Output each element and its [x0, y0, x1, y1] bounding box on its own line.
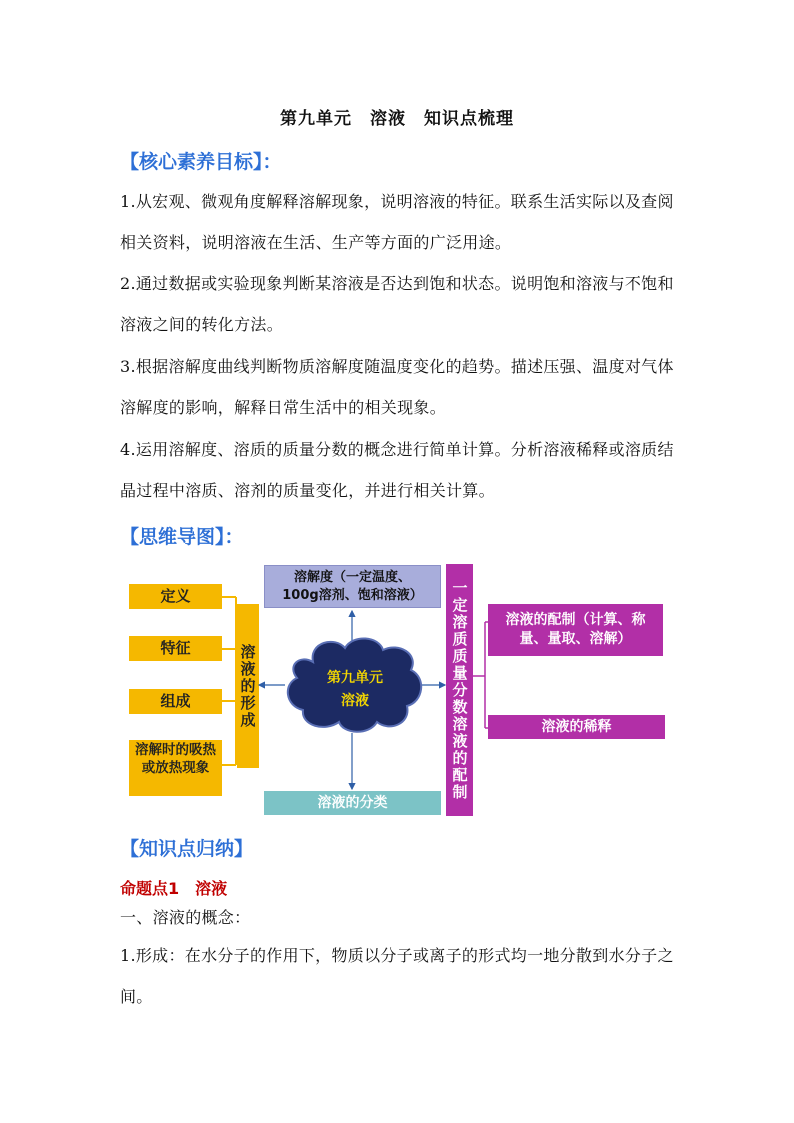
objective-4: 4.运用溶解度、溶质的质量分数的概念进行简单计算。分析溶液稀释或溶质结晶过程中溶质、溶剂的质量变化，并进行相关计算。	[120, 440, 674, 500]
mm-prep-line1: 溶液的配制（计算、称	[505, 612, 646, 628]
mm-prep-fixed-concentration: 一定溶质质量分数溶液的配制	[446, 564, 473, 816]
mm-item-heat: 溶解时的吸热或放热现象	[129, 740, 222, 796]
topic-1: 命题点1 溶液	[120, 879, 228, 898]
mm-item-definition: 定义	[129, 584, 222, 609]
objective-2: 2.通过数据或实验现象判断某溶液是否达到饱和状态。说明饱和溶液与不饱和溶液之间的转化方法。	[120, 274, 674, 334]
heading-core-goals: 【核心素养目标】：	[120, 151, 282, 173]
mm-solution-formation: 溶液的形成	[237, 604, 259, 768]
heading-knowledge: 【知识点归纳】	[120, 838, 254, 860]
section-1-title: 一、溶液的概念：	[120, 908, 251, 927]
mm-solubility-line2: 100g溶剂、饱和溶液）	[282, 588, 423, 603]
mm-prep-line2: 量、量取、溶解）	[519, 631, 632, 647]
heading-mindmap: 【思维导图】：	[120, 526, 244, 548]
point-1: 1.形成：在水分子的作用下，物质以分子或离子的形式均一地分散到水分子之间。	[120, 946, 674, 1006]
objective-3: 3.根据溶解度曲线判断物质溶解度随温度变化的趋势。描述压强、温度对气体溶解度的影响，解释日常生活中的相关现象。	[120, 357, 674, 417]
mm-solution-dilution: 溶液的稀释	[488, 715, 665, 739]
mm-solution-preparation	[488, 604, 663, 656]
mm-solubility	[264, 565, 441, 608]
mm-item-features: 特征	[129, 636, 222, 661]
mm-center-cloud	[283, 632, 427, 736]
mm-center-line2: 溶液	[341, 693, 369, 709]
mm-solubility-line1: 溶解度（一定温度、	[293, 570, 411, 585]
objective-1: 1.从宏观、微观角度解释溶解现象，说明溶液的特征。联系生活实际以及查阅相关资料，说明溶液在生活、生产等方面的广泛用途。	[120, 192, 674, 252]
mm-item-composition: 组成	[129, 689, 222, 714]
page-title: 第九单元 溶液 知识点梳理	[280, 109, 514, 129]
mm-center-line1: 第九单元	[327, 670, 383, 686]
mm-solution-classification: 溶液的分类	[264, 791, 441, 815]
